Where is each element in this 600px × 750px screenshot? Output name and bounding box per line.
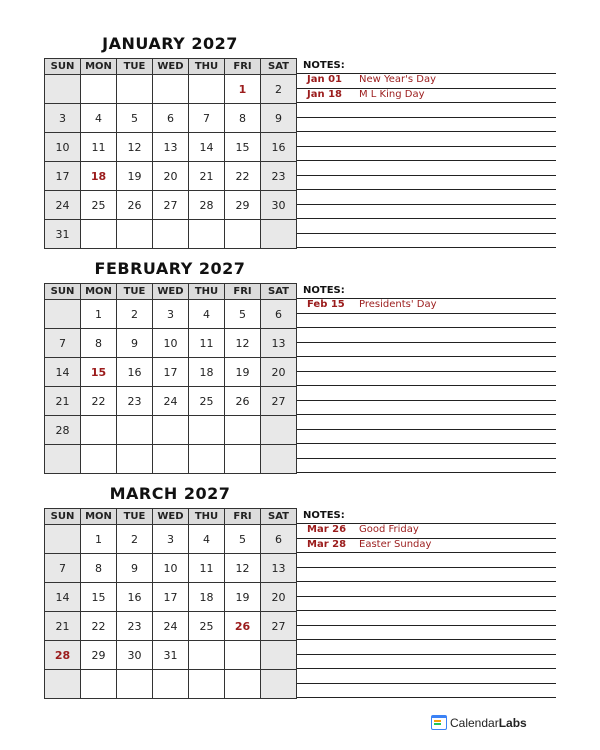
week-row bbox=[45, 583, 297, 612]
day-cell-22: 22 bbox=[81, 387, 117, 416]
day-cell-22: 22 bbox=[225, 162, 261, 191]
holiday-date: Mar 26 bbox=[307, 524, 347, 535]
empty-day-cell bbox=[225, 641, 261, 670]
week-row bbox=[45, 162, 297, 191]
weekday-header-fri: FRI bbox=[225, 284, 261, 300]
empty-day-cell bbox=[45, 525, 81, 554]
day-cell-14: 14 bbox=[45, 358, 81, 387]
week-row bbox=[45, 641, 297, 670]
note-line bbox=[297, 175, 556, 176]
day-cell-13: 13 bbox=[261, 554, 297, 583]
weekday-header-wed: WED bbox=[153, 59, 189, 75]
day-cell-5: 5 bbox=[225, 525, 261, 554]
note-line bbox=[297, 371, 556, 372]
day-cell-4: 4 bbox=[81, 104, 117, 133]
empty-day-cell bbox=[153, 670, 189, 699]
day-cell-19: 19 bbox=[117, 162, 153, 191]
empty-day-cell bbox=[153, 416, 189, 445]
day-cell-17: 17 bbox=[153, 583, 189, 612]
day-cell-21: 21 bbox=[45, 387, 81, 416]
note-line bbox=[297, 552, 556, 553]
empty-day-cell bbox=[45, 445, 81, 474]
weekday-header-mon: MON bbox=[81, 59, 117, 75]
note-line bbox=[297, 356, 556, 357]
empty-day-cell bbox=[117, 445, 153, 474]
day-cell-29: 29 bbox=[81, 641, 117, 670]
note-line bbox=[297, 233, 556, 234]
day-cell-20: 20 bbox=[153, 162, 189, 191]
holiday-name: New Year's Day bbox=[359, 74, 437, 85]
day-cell-25: 25 bbox=[81, 191, 117, 220]
empty-day-cell bbox=[153, 445, 189, 474]
holiday-note bbox=[307, 74, 436, 85]
day-cell-9: 9 bbox=[117, 329, 153, 358]
empty-day-cell bbox=[81, 670, 117, 699]
empty-day-cell bbox=[45, 300, 81, 329]
note-line bbox=[297, 342, 556, 343]
day-cell-10: 10 bbox=[45, 133, 81, 162]
day-cell-12: 12 bbox=[225, 554, 261, 583]
day-cell-26: 26 bbox=[117, 191, 153, 220]
day-cell-15: 15 bbox=[81, 358, 117, 387]
day-cell-15: 15 bbox=[225, 133, 261, 162]
day-cell-27: 27 bbox=[153, 191, 189, 220]
note-line bbox=[297, 189, 556, 190]
holiday-date: Jan 01 bbox=[307, 74, 342, 85]
week-row bbox=[45, 525, 297, 554]
day-cell-24: 24 bbox=[45, 191, 81, 220]
empty-day-cell bbox=[117, 75, 153, 104]
day-cell-18: 18 bbox=[189, 358, 225, 387]
note-line bbox=[297, 567, 556, 568]
note-line bbox=[297, 102, 556, 103]
notes-label: NOTES: bbox=[303, 60, 345, 71]
empty-day-cell bbox=[189, 445, 225, 474]
day-cell-26: 26 bbox=[225, 612, 261, 641]
empty-day-cell bbox=[81, 220, 117, 249]
day-cell-28: 28 bbox=[45, 416, 81, 445]
holiday-note bbox=[307, 539, 431, 550]
weekday-header-tue: TUE bbox=[117, 509, 153, 525]
day-cell-16: 16 bbox=[117, 358, 153, 387]
day-cell-31: 31 bbox=[45, 220, 81, 249]
weekday-header-sat: SAT bbox=[261, 284, 297, 300]
day-cell-7: 7 bbox=[45, 554, 81, 583]
weekday-header-thu: THU bbox=[189, 284, 225, 300]
empty-day-cell bbox=[81, 445, 117, 474]
day-cell-21: 21 bbox=[189, 162, 225, 191]
month-title: FEBRUARY 2027 bbox=[94, 259, 246, 278]
day-cell-7: 7 bbox=[45, 329, 81, 358]
day-cell-16: 16 bbox=[261, 133, 297, 162]
note-line bbox=[297, 160, 556, 161]
note-line bbox=[297, 414, 556, 415]
note-line bbox=[297, 204, 556, 205]
weekday-header-tue: TUE bbox=[117, 59, 153, 75]
day-cell-20: 20 bbox=[261, 358, 297, 387]
note-line bbox=[297, 683, 556, 684]
holiday-name: Easter Sunday bbox=[359, 538, 432, 550]
day-cell-13: 13 bbox=[261, 329, 297, 358]
empty-day-cell bbox=[225, 416, 261, 445]
holiday-date: Mar 28 bbox=[307, 538, 347, 550]
week-row bbox=[45, 612, 297, 641]
weekday-header-sun: SUN bbox=[45, 509, 81, 525]
weekday-header-sun: SUN bbox=[45, 59, 81, 75]
day-cell-10: 10 bbox=[153, 554, 189, 583]
empty-day-cell bbox=[261, 220, 297, 249]
logo-text-calendar: Calendar bbox=[450, 715, 499, 730]
day-cell-19: 19 bbox=[225, 358, 261, 387]
weekday-header-thu: THU bbox=[189, 509, 225, 525]
day-cell-1: 1 bbox=[225, 75, 261, 104]
calendar-grid bbox=[44, 283, 297, 474]
note-line bbox=[297, 117, 556, 118]
day-cell-27: 27 bbox=[261, 387, 297, 416]
day-cell-25: 25 bbox=[189, 612, 225, 641]
day-cell-29: 29 bbox=[225, 191, 261, 220]
day-cell-2: 2 bbox=[117, 300, 153, 329]
week-row bbox=[45, 133, 297, 162]
day-cell-8: 8 bbox=[81, 329, 117, 358]
day-cell-23: 23 bbox=[117, 387, 153, 416]
weekday-header-wed: WED bbox=[153, 509, 189, 525]
day-cell-28: 28 bbox=[189, 191, 225, 220]
day-cell-5: 5 bbox=[225, 300, 261, 329]
calendar-icon bbox=[431, 715, 447, 730]
weekday-header-mon: MON bbox=[81, 284, 117, 300]
day-cell-16: 16 bbox=[117, 583, 153, 612]
day-cell-5: 5 bbox=[117, 104, 153, 133]
day-cell-1: 1 bbox=[81, 525, 117, 554]
day-cell-24: 24 bbox=[153, 387, 189, 416]
day-cell-8: 8 bbox=[81, 554, 117, 583]
note-line bbox=[297, 400, 556, 401]
day-cell-2: 2 bbox=[117, 525, 153, 554]
empty-day-cell bbox=[261, 670, 297, 699]
week-row bbox=[45, 191, 297, 220]
day-cell-23: 23 bbox=[261, 162, 297, 191]
weekday-header-thu: THU bbox=[189, 59, 225, 75]
holiday-note bbox=[307, 299, 437, 310]
day-cell-2: 2 bbox=[261, 75, 297, 104]
day-cell-10: 10 bbox=[153, 329, 189, 358]
note-line bbox=[297, 697, 556, 698]
day-cell-24: 24 bbox=[153, 612, 189, 641]
empty-day-cell bbox=[189, 416, 225, 445]
day-cell-11: 11 bbox=[189, 329, 225, 358]
day-cell-17: 17 bbox=[153, 358, 189, 387]
day-cell-15: 15 bbox=[81, 583, 117, 612]
calendarlabs-logo bbox=[431, 715, 527, 730]
week-row bbox=[45, 416, 297, 445]
day-cell-12: 12 bbox=[225, 329, 261, 358]
week-row bbox=[45, 300, 297, 329]
note-line bbox=[297, 581, 556, 582]
day-cell-30: 30 bbox=[117, 641, 153, 670]
note-line bbox=[297, 218, 556, 219]
empty-day-cell bbox=[189, 75, 225, 104]
empty-day-cell bbox=[45, 75, 81, 104]
empty-day-cell bbox=[189, 670, 225, 699]
empty-day-cell bbox=[153, 220, 189, 249]
day-cell-17: 17 bbox=[45, 162, 81, 191]
holiday-date: Feb 15 bbox=[307, 299, 345, 310]
empty-day-cell bbox=[261, 641, 297, 670]
note-line bbox=[297, 385, 556, 386]
note-line bbox=[297, 596, 556, 597]
day-cell-14: 14 bbox=[45, 583, 81, 612]
note-line bbox=[297, 458, 556, 459]
day-cell-3: 3 bbox=[153, 300, 189, 329]
empty-day-cell bbox=[261, 445, 297, 474]
day-cell-31: 31 bbox=[153, 641, 189, 670]
empty-day-cell bbox=[117, 670, 153, 699]
empty-day-cell bbox=[81, 75, 117, 104]
week-row bbox=[45, 387, 297, 416]
week-row bbox=[45, 220, 297, 249]
holiday-name: Presidents' Day bbox=[359, 299, 437, 310]
note-line bbox=[297, 639, 556, 640]
week-row bbox=[45, 75, 297, 104]
empty-day-cell bbox=[45, 670, 81, 699]
day-cell-21: 21 bbox=[45, 612, 81, 641]
day-cell-14: 14 bbox=[189, 133, 225, 162]
day-cell-7: 7 bbox=[189, 104, 225, 133]
week-row bbox=[45, 104, 297, 133]
note-line bbox=[297, 625, 556, 626]
holiday-name: M L King Day bbox=[359, 88, 425, 100]
note-line bbox=[297, 668, 556, 669]
day-cell-4: 4 bbox=[189, 300, 225, 329]
day-cell-28: 28 bbox=[45, 641, 81, 670]
weekday-header-fri: FRI bbox=[225, 509, 261, 525]
day-cell-3: 3 bbox=[153, 525, 189, 554]
day-cell-18: 18 bbox=[81, 162, 117, 191]
day-cell-9: 9 bbox=[261, 104, 297, 133]
logo-text-labs: Labs bbox=[498, 715, 527, 730]
weekday-header-wed: WED bbox=[153, 284, 189, 300]
weekday-header-sat: SAT bbox=[261, 509, 297, 525]
empty-day-cell bbox=[153, 75, 189, 104]
day-cell-12: 12 bbox=[117, 133, 153, 162]
note-line bbox=[297, 131, 556, 132]
notes-label: NOTES: bbox=[303, 510, 345, 521]
week-row bbox=[45, 554, 297, 583]
calendar-grid bbox=[44, 58, 297, 249]
day-cell-26: 26 bbox=[225, 387, 261, 416]
day-cell-1: 1 bbox=[81, 300, 117, 329]
month-title: MARCH 2027 bbox=[109, 484, 231, 503]
note-line bbox=[297, 610, 556, 611]
empty-day-cell bbox=[225, 670, 261, 699]
week-row bbox=[45, 670, 297, 699]
day-cell-6: 6 bbox=[261, 300, 297, 329]
weekday-header-tue: TUE bbox=[117, 284, 153, 300]
day-cell-30: 30 bbox=[261, 191, 297, 220]
note-line bbox=[297, 247, 556, 248]
empty-day-cell bbox=[81, 416, 117, 445]
empty-day-cell bbox=[225, 220, 261, 249]
week-row bbox=[45, 329, 297, 358]
note-line bbox=[297, 429, 556, 430]
holiday-note bbox=[307, 89, 425, 100]
day-cell-18: 18 bbox=[189, 583, 225, 612]
day-cell-20: 20 bbox=[261, 583, 297, 612]
day-cell-9: 9 bbox=[117, 554, 153, 583]
empty-day-cell bbox=[189, 641, 225, 670]
day-cell-3: 3 bbox=[45, 104, 81, 133]
holiday-date: Jan 18 bbox=[307, 88, 342, 100]
note-line bbox=[297, 443, 556, 444]
empty-day-cell bbox=[189, 220, 225, 249]
empty-day-cell bbox=[117, 220, 153, 249]
day-cell-6: 6 bbox=[153, 104, 189, 133]
holiday-name: Good Friday bbox=[359, 524, 419, 535]
day-cell-11: 11 bbox=[189, 554, 225, 583]
note-line bbox=[297, 146, 556, 147]
weekday-header-mon: MON bbox=[81, 509, 117, 525]
note-line bbox=[297, 654, 556, 655]
holiday-note bbox=[307, 524, 419, 535]
week-row bbox=[45, 445, 297, 474]
day-cell-6: 6 bbox=[261, 525, 297, 554]
day-cell-13: 13 bbox=[153, 133, 189, 162]
day-cell-11: 11 bbox=[81, 133, 117, 162]
weekday-header-fri: FRI bbox=[225, 59, 261, 75]
weekday-header-sat: SAT bbox=[261, 59, 297, 75]
notes-label: NOTES: bbox=[303, 285, 345, 296]
day-cell-27: 27 bbox=[261, 612, 297, 641]
note-line bbox=[297, 313, 556, 314]
day-cell-23: 23 bbox=[117, 612, 153, 641]
note-line bbox=[297, 472, 556, 473]
calendar-grid bbox=[44, 508, 297, 699]
day-cell-8: 8 bbox=[225, 104, 261, 133]
day-cell-22: 22 bbox=[81, 612, 117, 641]
weekday-header-sun: SUN bbox=[45, 284, 81, 300]
day-cell-19: 19 bbox=[225, 583, 261, 612]
day-cell-25: 25 bbox=[189, 387, 225, 416]
month-title: JANUARY 2027 bbox=[102, 34, 238, 53]
empty-day-cell bbox=[261, 416, 297, 445]
empty-day-cell bbox=[225, 445, 261, 474]
empty-day-cell bbox=[117, 416, 153, 445]
day-cell-4: 4 bbox=[189, 525, 225, 554]
week-row bbox=[45, 358, 297, 387]
note-line bbox=[297, 327, 556, 328]
